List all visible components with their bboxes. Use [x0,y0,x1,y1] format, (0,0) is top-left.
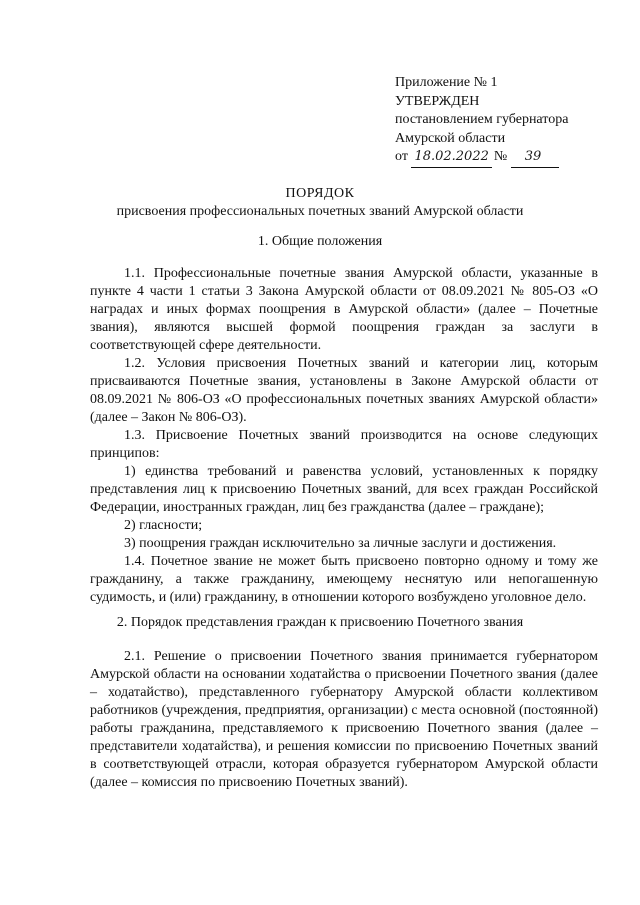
number-prefix: № [493,149,508,164]
list-item: 1) единства требований и равенства условий, установленных к порядку представления лиц к присвоению Почетных званий, для всех граждан Российской Федерации, иностранных граждан, лиц без гражданства (далее – граждане); [90,464,598,515]
paragraph: 1.2. Условия присвоения Почетных званий и категории лиц, которым присваиваются Почетные звания, установлены в Законе Амурской области от 08.09.2021 № 806-ОЗ «О профессиональных почетных званиях Амурской области» (далее – Закон № 806-ОЗ). [90,356,598,425]
region-label: Амурской области [395,130,506,146]
appendix-label: Приложение № 1 [395,75,498,90]
list-item: 2) гласности; [124,518,203,533]
approved-label: УТВЕРЖДЕН [395,93,480,109]
date-number-line [395,148,568,168]
paragraph: 1.1. Профессиональные почетные звания Амурской области, указанные в пункте 4 части 1 статьи 3 Закона Амурской области от 08.09.2021 № 805-ОЗ «О наградах и иных формах поощрения в Амурской области» (далее – Почетные звания), являются высшей формой поощрения граждан за заслуги в соответствующей сфере деятельности. [90,266,598,353]
decree-label: постановлением губернатора [395,112,569,127]
document-subtitle: присвоения профессиональных почетных званий Амурской области [116,204,524,219]
paragraph: 1.4. Почетное звание не может быть присвоено повторно одному и тому же гражданину, а также гражданину, имеющему неснятую или непогашенную судимость, и (или) гражданину, в отношении которого возбуждено уголовное дело. [90,554,598,605]
list-item: 3) поощрения граждан исключительно за личные заслуги и достижения. [124,536,557,551]
section2-body [90,648,598,792]
handwritten-date: 18.02.2022 [411,148,491,168]
handwritten-number: 39 [511,148,559,168]
approval-stamp [395,74,568,168]
document-title: ПОРЯДОК [285,186,355,201]
paragraph: 1.3. Присвоение Почетных званий производится на основе следующих принципов: [90,428,598,461]
section1-body [90,265,598,607]
section1-heading: 1. Общие положения [257,234,383,249]
section2-heading: 2. Порядок представления граждан к присвоению Почетного звания [116,615,524,630]
paragraph: 2.1. Решение о присвоении Почетного звания принимается губернатором Амурской области на основании ходатайства о присвоении Почетного звания (далее – ходатайство), представленного губернатору Амурской области коллективом работников (учреждения, предприятия, организации) с места основной (постоянной) работы гражданина, представляемого к присвоению Почетного звания (далее – представители ходатайства), и решения комиссии по присвоению Почетных званий в соответствующей отрасли, которая образуется губернатором Амурской области (далее – комиссия по присвоению Почетных званий). [90,649,598,790]
date-prefix: от [395,149,408,164]
